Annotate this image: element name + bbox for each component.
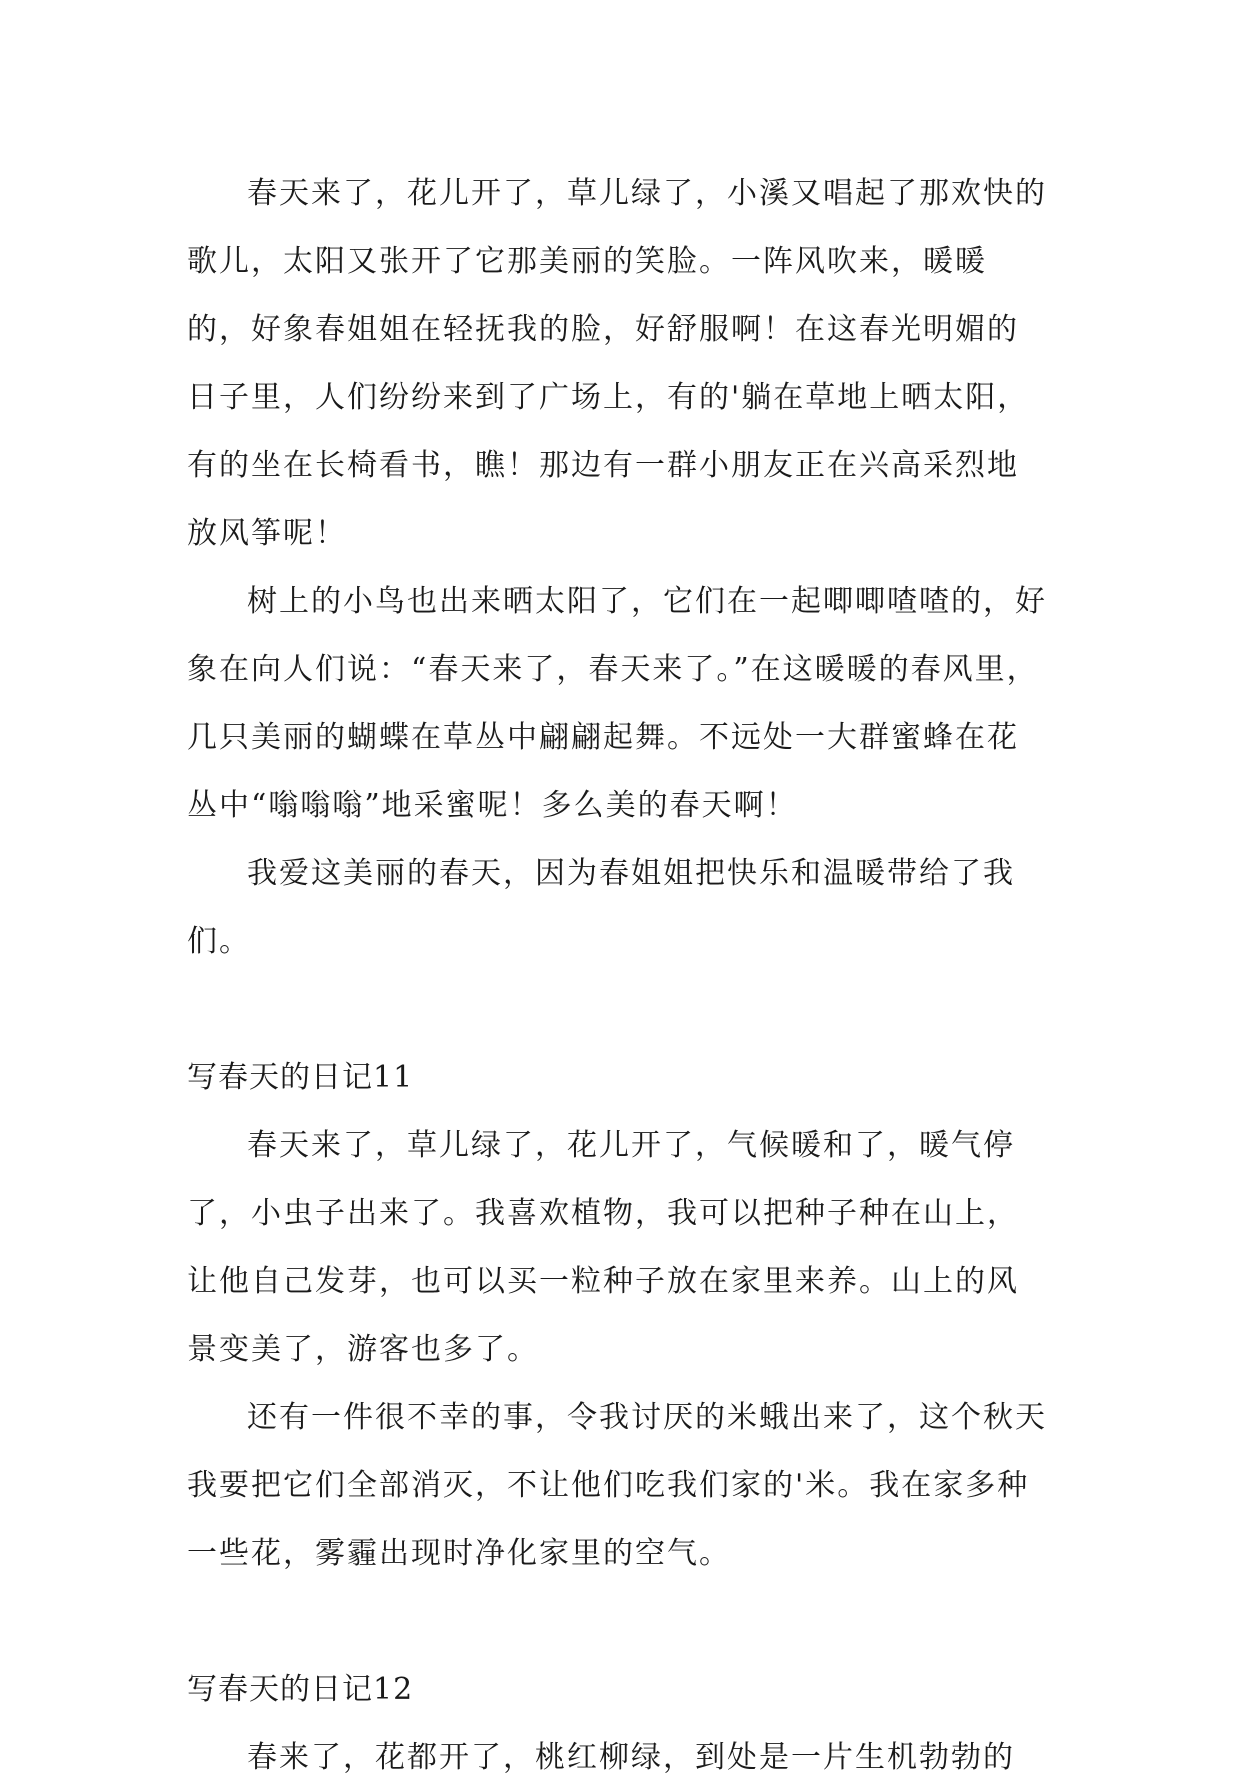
paragraph: 春天来了，草儿绿了，花儿开了，气候暖和了，暖气停了，小虫子出来了。我喜欢植物，我可以把种子种在山上，让他自己发芽，也可以买一粒种子放在家里来养。山上的风景变美了，游客也多了。 [187, 1128, 1019, 1367]
section-heading: 写春天的日记12 [187, 1672, 414, 1707]
section-spacer [187, 976, 1049, 1044]
paragraph: 还有一件很不幸的事，令我讨厌的米蛾出来了，这个秋天我要把它们全部消灭，不让他们吃我们家的'米。我在家多种一些花，雾霾出现时净化家里的空气。 [187, 1400, 1047, 1571]
paragraph: 春天来了，花儿开了，草儿绿了，小溪又唱起了那欢快的歌儿，太阳又张开了它那美丽的笑脸。一阵风吹来，暖暖的，好象春姐姐在轻抚我的脸，好舒服啊！在这春光明媚的日子里，人们纷纷来到了广场上，有的'躺在草地上晒太阳，有的坐在长椅看书，瞧！那边有一群小朋友正在兴高采烈地放风筝呢！ [187, 176, 1047, 551]
paragraph: 春来了，花都开了，桃红柳绿，到处是一片生机勃勃的 [247, 1740, 1015, 1775]
document-body [187, 160, 1049, 1792]
paragraph: 我爱这美丽的春天，因为春姐姐把快乐和温暖带给了我们。 [187, 856, 1015, 959]
section-spacer [187, 1588, 1049, 1656]
paragraph: 树上的小鸟也出来晒太阳了，它们在一起唧唧喳喳的，好象在向人们说：“春天来了，春天来了。”在这暖暖的春风里，几只美丽的蝴蝶在草丛中翩翩起舞。不远处一大群蜜蜂在花丛中“嗡嗡嗡”地采蜜呢！多么美的春天啊！ [187, 584, 1047, 823]
section-heading: 写春天的日记11 [187, 1060, 414, 1095]
